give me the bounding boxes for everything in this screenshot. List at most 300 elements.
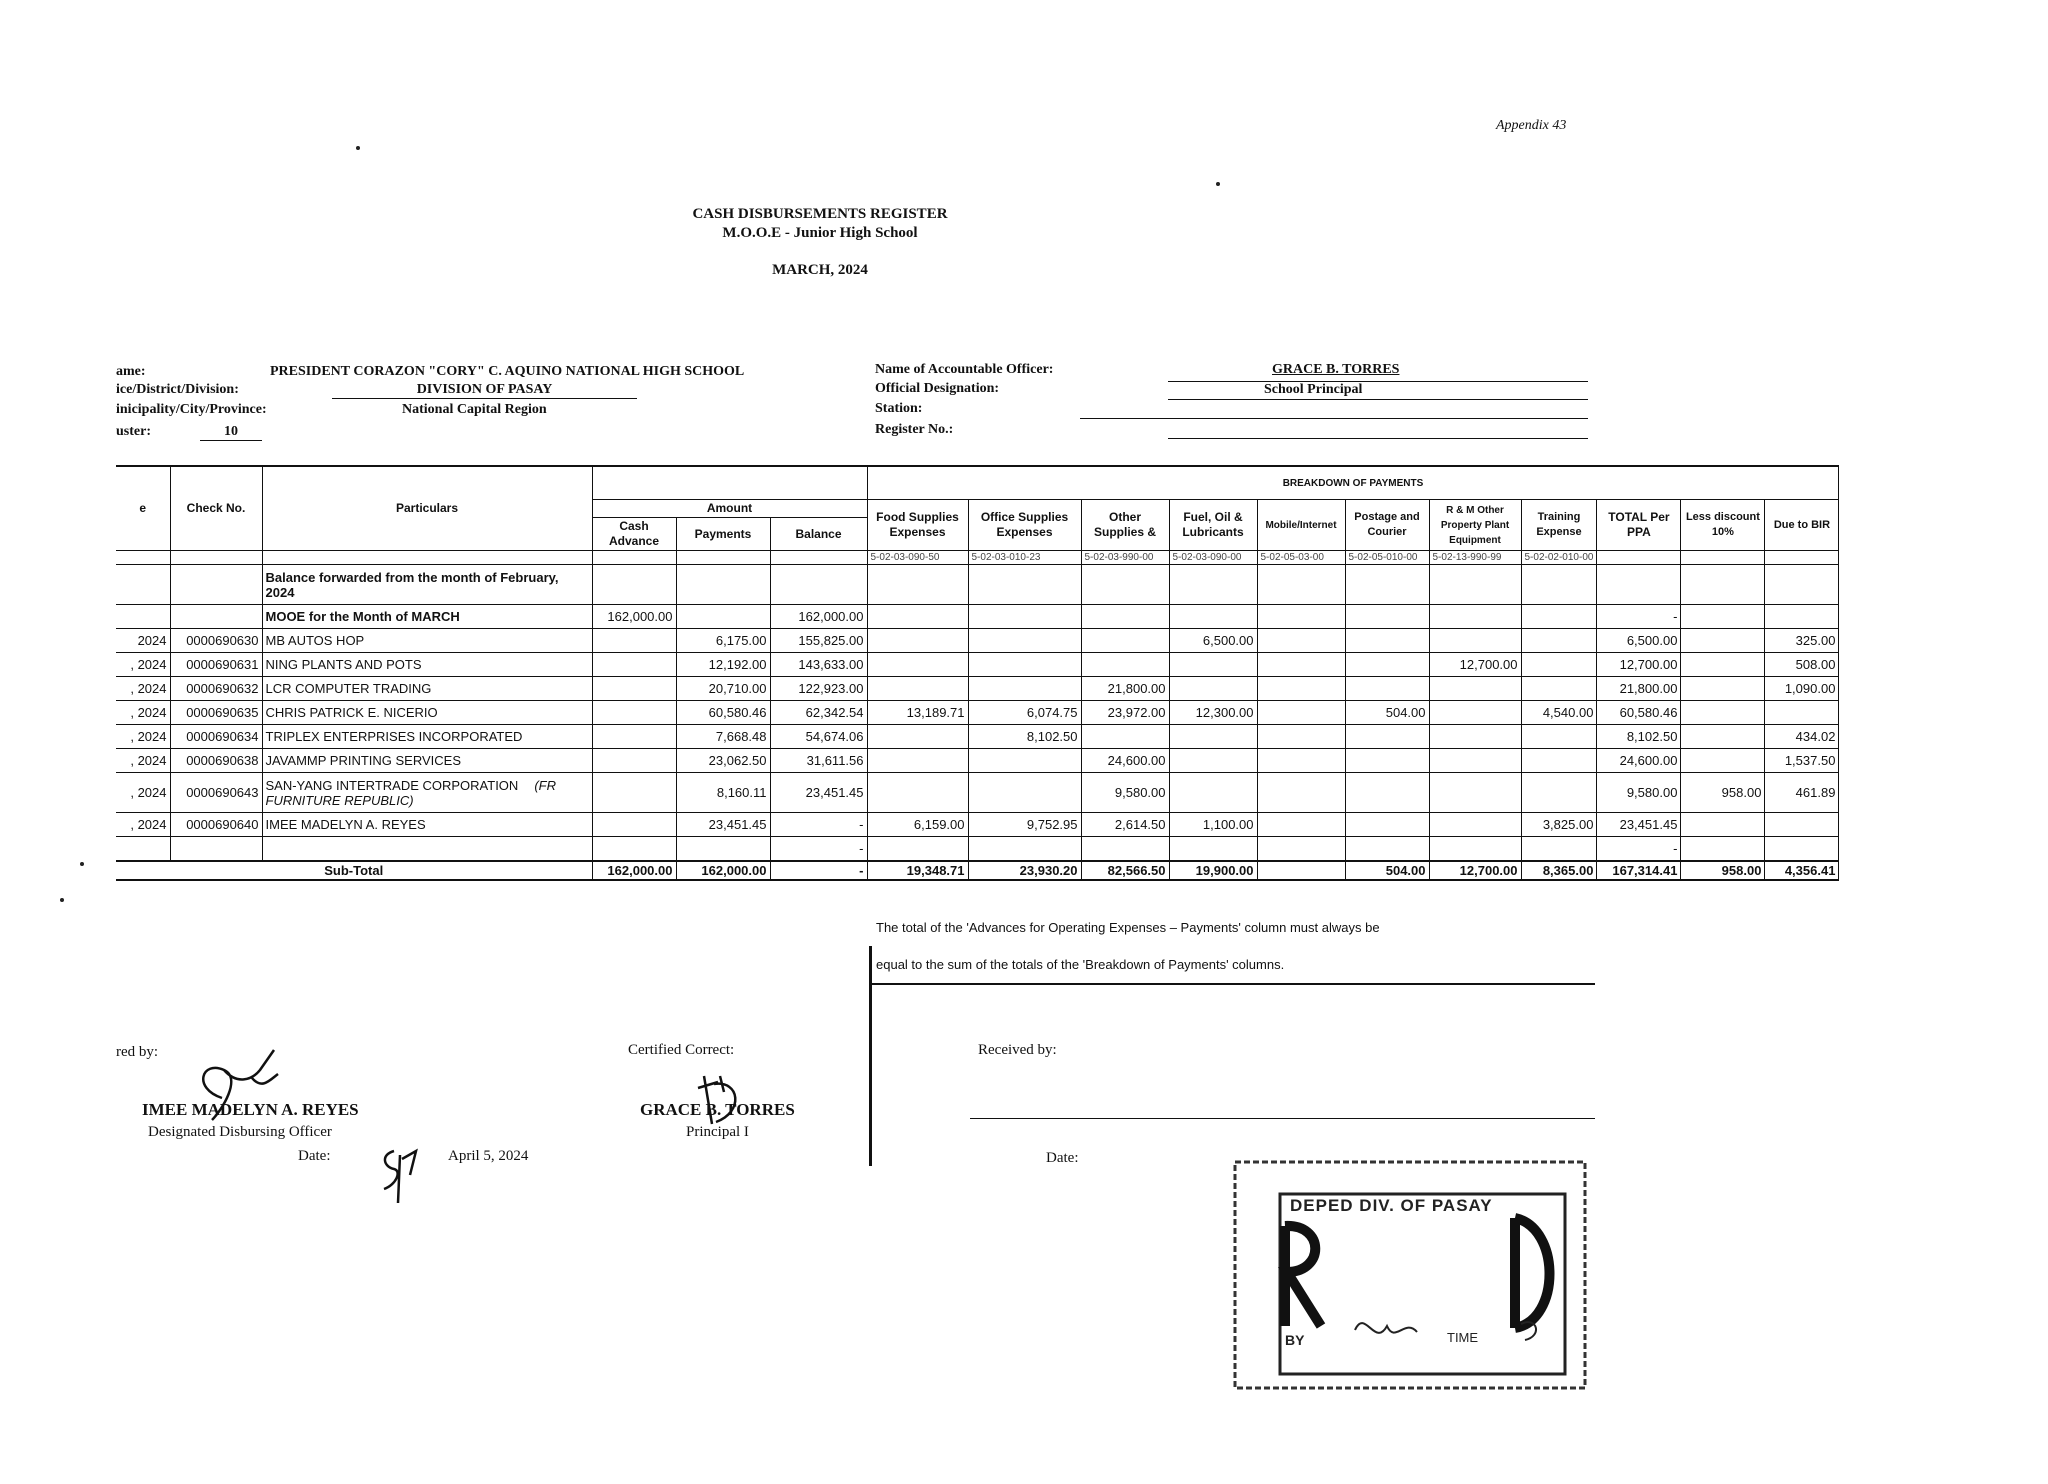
row-amount-cell — [1169, 725, 1257, 749]
row-amount-cell — [968, 565, 1081, 605]
table-row — [116, 701, 1839, 725]
row-amount-cell — [1765, 837, 1839, 861]
row-amount-cell — [1169, 773, 1257, 813]
row-amount-cell: 143,633.00 — [770, 653, 867, 677]
row-amount-cell: 12,192.00 — [676, 653, 770, 677]
account-code: 5-02-03-090-00 — [1169, 551, 1257, 565]
row-amount-cell — [1429, 677, 1521, 701]
row-particulars-text: IMEE MADELYN A. REYES — [265, 817, 426, 832]
row-particulars — [262, 565, 592, 605]
certified-title: Principal I — [686, 1124, 749, 1140]
row-amount-cell — [1345, 629, 1429, 653]
cluster-value: 10 — [200, 424, 262, 441]
subtotal-cell — [1257, 861, 1345, 880]
row-amount-cell — [1345, 837, 1429, 861]
row-particulars — [262, 629, 592, 653]
label-school-name: ame: — [116, 364, 146, 379]
row-particulars-text: CHRIS PATRICK E. NICERIO — [265, 705, 438, 720]
row-check-no: 0000690632 — [170, 677, 262, 701]
row-amount-cell: 20,710.00 — [676, 677, 770, 701]
row-amount-cell — [1521, 773, 1597, 813]
subtotal-cell: 19,348.71 — [867, 861, 968, 880]
row-amount-cell — [1429, 629, 1521, 653]
row-amount-cell — [1169, 605, 1257, 629]
row-amount-cell — [867, 773, 968, 813]
subtotal-cell: 12,700.00 — [1429, 861, 1521, 880]
row-amount-cell: 9,580.00 — [1081, 773, 1169, 813]
label-register-no: Register No.: — [875, 422, 954, 437]
col-mobile-header: Mobile/Internet — [1257, 500, 1345, 551]
row-amount-cell — [592, 701, 676, 725]
row-amount-cell — [1521, 629, 1597, 653]
row-amount-cell — [1345, 749, 1429, 773]
row-amount-cell: 23,451.45 — [770, 773, 867, 813]
row-particulars — [262, 837, 592, 861]
account-code: 5-02-05-03-00 — [1257, 551, 1345, 565]
table-row — [116, 813, 1839, 837]
col-office-header: Office Supplies Expenses — [968, 500, 1081, 551]
note-divider — [870, 983, 1595, 985]
row-amount-cell — [1681, 837, 1765, 861]
officer-name-value: GRACE B. TORRES — [1272, 362, 1400, 377]
designation-line — [1168, 399, 1588, 400]
row-check-no: 0000690643 — [170, 773, 262, 813]
received-by-line — [970, 1118, 1595, 1119]
row-amount-cell — [592, 837, 676, 861]
school-name-value: PRESIDENT CORAZON "CORY" C. AQUINO NATIONAL HIGH SCHOOL — [270, 364, 745, 379]
row-particulars-note: (FR FURNITURE REPUBLIC) — [265, 777, 556, 808]
row-amount-cell — [968, 629, 1081, 653]
row-amount-cell — [1345, 813, 1429, 837]
row-amount-cell — [676, 837, 770, 861]
row-amount-cell — [592, 653, 676, 677]
stamp-office-text: DEPED DIV. OF PASAY — [1290, 1196, 1493, 1215]
row-amount-cell — [1081, 837, 1169, 861]
row-amount-cell — [1597, 565, 1681, 605]
row-amount-cell — [1429, 749, 1521, 773]
row-amount-cell — [1521, 565, 1597, 605]
table-row — [116, 677, 1839, 701]
label-cluster: uster: — [116, 424, 151, 439]
row-amount-cell: 21,800.00 — [1081, 677, 1169, 701]
row-amount-cell: 23,062.50 — [676, 749, 770, 773]
certified-name: GRACE B. TORRES — [640, 1100, 795, 1119]
scan-speck — [356, 146, 360, 150]
row-amount-cell: 958.00 — [1681, 773, 1765, 813]
row-amount-cell — [1429, 701, 1521, 725]
row-amount-cell — [1169, 837, 1257, 861]
designation-value: School Principal — [1264, 382, 1363, 397]
row-date — [116, 837, 170, 861]
row-check-no: 0000690630 — [170, 629, 262, 653]
table-row — [116, 725, 1839, 749]
label-station: Station: — [875, 401, 923, 416]
row-amount-cell — [592, 677, 676, 701]
row-amount-cell — [1681, 653, 1765, 677]
subtotal-label: Sub-Total — [116, 861, 592, 880]
row-particulars — [262, 677, 592, 701]
row-amount-cell: - — [1597, 605, 1681, 629]
row-date: , 2024 — [116, 725, 170, 749]
row-amount-cell — [1257, 653, 1345, 677]
received-date-label: Date: — [1046, 1150, 1079, 1166]
row-amount-cell — [1257, 773, 1345, 813]
row-particulars — [262, 653, 592, 677]
officer-name-line — [1168, 381, 1588, 382]
register-no-line — [1168, 438, 1588, 439]
row-date: , 2024 — [116, 677, 170, 701]
row-date: , 2024 — [116, 653, 170, 677]
row-amount-cell: 31,611.56 — [770, 749, 867, 773]
account-code: 5-02-03-990-00 — [1081, 551, 1169, 565]
row-amount-cell: 1,100.00 — [1169, 813, 1257, 837]
row-particulars — [262, 813, 592, 837]
row-date: 2024 — [116, 629, 170, 653]
row-amount-cell — [968, 653, 1081, 677]
row-amount-cell — [1345, 605, 1429, 629]
prepared-date-label: Date: — [298, 1148, 331, 1164]
certified-correct-label: Certified Correct: — [628, 1042, 735, 1058]
row-amount-cell — [1429, 605, 1521, 629]
scan-speck — [1216, 182, 1220, 186]
row-amount-cell — [1521, 605, 1597, 629]
account-code: 5-02-02-010-00 — [1521, 551, 1597, 565]
col-check-no-header: Check No. — [170, 466, 262, 551]
col-repair-header: R & M Other Property Plant Equipment — [1429, 500, 1521, 551]
row-particulars-text: SAN-YANG INTERTRADE CORPORATION — [265, 777, 519, 793]
row-particulars — [262, 701, 592, 725]
row-check-no: 0000690631 — [170, 653, 262, 677]
subtotal-cell: 958.00 — [1681, 861, 1765, 880]
row-amount-cell: 24,600.00 — [1597, 749, 1681, 773]
row-amount-cell — [1429, 773, 1521, 813]
row-amount-cell — [1681, 725, 1765, 749]
col-discount-header: Less discount 10% — [1681, 500, 1765, 551]
row-check-no: 0000690638 — [170, 749, 262, 773]
document-title — [0, 205, 1640, 243]
col-balance-header: Balance — [770, 518, 867, 551]
prepared-date-value: April 5, 2024 — [448, 1148, 529, 1164]
subtotal-cell: 23,930.20 — [968, 861, 1081, 880]
row-check-no — [170, 605, 262, 629]
row-particulars-text: TRIPLEX ENTERPRISES INCORPORATED — [265, 729, 523, 744]
col-postage-header: Postage and Courier — [1345, 500, 1429, 551]
row-amount-cell — [1521, 837, 1597, 861]
row-particulars-text: Balance forwarded from the month of February, 2024 — [265, 569, 559, 600]
row-amount-cell — [1429, 565, 1521, 605]
row-amount-cell — [1681, 749, 1765, 773]
row-amount-cell — [1169, 749, 1257, 773]
amount-group-header: Amount — [592, 500, 867, 518]
row-amount-cell — [968, 773, 1081, 813]
row-amount-cell — [1345, 773, 1429, 813]
row-amount-cell — [867, 629, 968, 653]
row-amount-cell — [1081, 565, 1169, 605]
col-payments-header: Payments — [676, 518, 770, 551]
table-row — [116, 653, 1839, 677]
subtotal-cell: 82,566.50 — [1081, 861, 1169, 880]
row-amount-cell: 9,752.95 — [968, 813, 1081, 837]
row-date — [116, 565, 170, 605]
row-amount-cell — [770, 565, 867, 605]
row-amount-cell — [1257, 749, 1345, 773]
row-amount-cell: 13,189.71 — [867, 701, 968, 725]
row-amount-cell — [1765, 565, 1839, 605]
row-amount-cell — [1681, 629, 1765, 653]
breakdown-group-header: BREAKDOWN OF PAYMENTS — [867, 466, 1839, 500]
row-amount-cell — [1521, 749, 1597, 773]
row-amount-cell — [1681, 605, 1765, 629]
col-date-header: e — [116, 466, 170, 551]
row-amount-cell: - — [1597, 837, 1681, 861]
row-date — [116, 605, 170, 629]
row-amount-cell: 7,668.48 — [676, 725, 770, 749]
row-amount-cell — [1257, 725, 1345, 749]
row-amount-cell: 1,090.00 — [1765, 677, 1839, 701]
row-amount-cell: - — [770, 837, 867, 861]
row-amount-cell — [1081, 653, 1169, 677]
row-amount-cell — [1521, 725, 1597, 749]
row-amount-cell: 162,000.00 — [592, 605, 676, 629]
row-amount-cell: 155,825.00 — [770, 629, 867, 653]
row-particulars-text: JAVAMMP PRINTING SERVICES — [265, 753, 462, 768]
row-date: , 2024 — [116, 773, 170, 813]
row-amount-cell — [1169, 653, 1257, 677]
row-amount-cell — [867, 653, 968, 677]
title-line-2: M.O.O.E - Junior High School — [722, 225, 918, 241]
col-food-header: Food Supplies Expenses — [867, 500, 968, 551]
row-amount-cell — [1345, 677, 1429, 701]
row-check-no: 0000690635 — [170, 701, 262, 725]
row-amount-cell — [968, 605, 1081, 629]
col-cash-advance-header: Cash Advance — [592, 518, 676, 551]
row-amount-cell — [1257, 837, 1345, 861]
table-row — [116, 565, 1839, 605]
row-amount-cell — [1681, 677, 1765, 701]
row-amount-cell: 23,451.45 — [676, 813, 770, 837]
row-amount-cell — [867, 605, 968, 629]
row-amount-cell: 9,580.00 — [1597, 773, 1681, 813]
row-date: , 2024 — [116, 749, 170, 773]
row-amount-cell: 12,300.00 — [1169, 701, 1257, 725]
title-line-1: CASH DISBURSEMENTS REGISTER — [692, 206, 948, 222]
row-amount-cell — [1429, 837, 1521, 861]
row-amount-cell: 325.00 — [1765, 629, 1839, 653]
row-amount-cell — [1257, 813, 1345, 837]
row-particulars — [262, 749, 592, 773]
subtotal-cell: 19,900.00 — [1169, 861, 1257, 880]
station-line — [1080, 418, 1588, 419]
row-amount-cell — [1429, 813, 1521, 837]
prepared-by-name: IMEE MADELYN A. REYES — [142, 1100, 359, 1119]
row-check-no — [170, 565, 262, 605]
label-region: inicipality/City/Province: — [116, 402, 267, 417]
register-rows — [116, 565, 1839, 861]
row-amount-cell: 6,500.00 — [1597, 629, 1681, 653]
account-code: 5-02-03-090-50 — [867, 551, 968, 565]
row-amount-cell — [592, 749, 676, 773]
cash-disbursements-table — [116, 465, 1839, 881]
label-accountable-officer: Name of Accountable Officer: — [875, 362, 1054, 377]
row-amount-cell: 3,825.00 — [1521, 813, 1597, 837]
row-particulars-text: MB AUTOS HOP — [265, 633, 365, 648]
row-amount-cell — [1169, 677, 1257, 701]
row-amount-cell: 12,700.00 — [1429, 653, 1521, 677]
row-amount-cell: 6,074.75 — [968, 701, 1081, 725]
received-vertical-rule — [869, 946, 872, 1166]
row-amount-cell — [1081, 725, 1169, 749]
row-amount-cell: 60,580.46 — [1597, 701, 1681, 725]
row-amount-cell — [1257, 565, 1345, 605]
col-fuel-header: Fuel, Oil & Lubricants — [1169, 500, 1257, 551]
prepared-by-title: Designated Disbursing Officer — [148, 1124, 332, 1140]
row-particulars — [262, 605, 592, 629]
row-amount-cell — [592, 773, 676, 813]
scan-speck — [80, 862, 84, 866]
prepared-by-label: red by: — [116, 1044, 159, 1060]
row-amount-cell — [968, 749, 1081, 773]
row-particulars — [262, 773, 592, 813]
row-amount-cell: 6,500.00 — [1169, 629, 1257, 653]
row-amount-cell: 21,800.00 — [1597, 677, 1681, 701]
col-other-header: Other Supplies & — [1081, 500, 1169, 551]
amount-group-spacer — [592, 466, 867, 500]
row-amount-cell — [867, 725, 968, 749]
row-amount-cell — [968, 677, 1081, 701]
row-amount-cell — [1345, 725, 1429, 749]
scan-speck — [60, 898, 64, 902]
subtotal-cell: - — [770, 861, 867, 880]
stamp-frame — [1225, 1148, 1595, 1400]
row-amount-cell — [1429, 725, 1521, 749]
row-amount-cell — [867, 837, 968, 861]
row-amount-cell — [676, 565, 770, 605]
row-amount-cell — [1345, 653, 1429, 677]
row-amount-cell: 23,451.45 — [1597, 813, 1681, 837]
row-amount-cell: 2,614.50 — [1081, 813, 1169, 837]
subtotal-cell: 8,365.00 — [1521, 861, 1597, 880]
row-amount-cell — [1521, 677, 1597, 701]
row-amount-cell: 461.89 — [1765, 773, 1839, 813]
received-by-label: Received by: — [978, 1042, 1057, 1058]
row-amount-cell — [867, 677, 968, 701]
row-amount-cell: - — [770, 813, 867, 837]
row-amount-cell — [1681, 701, 1765, 725]
account-code: 5-02-03-010-23 — [968, 551, 1081, 565]
col-total-ppa-header: TOTAL Per PPA — [1597, 500, 1681, 551]
row-amount-cell — [1681, 813, 1765, 837]
row-amount-cell — [592, 725, 676, 749]
col-bir-header: Due to BIR — [1765, 500, 1839, 551]
row-amount-cell: 24,600.00 — [1081, 749, 1169, 773]
row-amount-cell — [1081, 629, 1169, 653]
row-amount-cell: 8,160.11 — [676, 773, 770, 813]
subtotal-cell: 504.00 — [1345, 861, 1429, 880]
row-amount-cell: 54,674.06 — [770, 725, 867, 749]
row-particulars — [262, 725, 592, 749]
label-division: ice/District/Division: — [116, 382, 239, 397]
row-amount-cell: 4,540.00 — [1521, 701, 1597, 725]
row-amount-cell — [1257, 677, 1345, 701]
row-amount-cell — [968, 837, 1081, 861]
stamp-by-label: BY — [1285, 1332, 1305, 1348]
subtotal-cell: 167,314.41 — [1597, 861, 1681, 880]
table-row — [116, 837, 1839, 861]
row-amount-cell — [1681, 565, 1765, 605]
row-amount-cell: 162,000.00 — [770, 605, 867, 629]
row-amount-cell — [867, 749, 968, 773]
subtotal-cell: 162,000.00 — [592, 861, 676, 880]
row-date: , 2024 — [116, 701, 170, 725]
row-check-no: 0000690634 — [170, 725, 262, 749]
row-amount-cell: 434.02 — [1765, 725, 1839, 749]
row-amount-cell — [592, 629, 676, 653]
table-row — [116, 773, 1839, 813]
row-amount-cell: 62,342.54 — [770, 701, 867, 725]
row-check-no — [170, 837, 262, 861]
row-amount-cell: 8,102.50 — [1597, 725, 1681, 749]
row-particulars-text: LCR COMPUTER TRADING — [265, 681, 432, 696]
row-amount-cell — [1765, 813, 1839, 837]
subtotal-cell: 162,000.00 — [676, 861, 770, 880]
period-title: MARCH, 2024 — [772, 262, 868, 278]
row-amount-cell: 23,972.00 — [1081, 701, 1169, 725]
row-amount-cell — [1169, 565, 1257, 605]
row-particulars-text: MOOE for the Month of MARCH — [265, 609, 460, 624]
note-line-2: equal to the sum of the totals of the 'Breakdown of Payments' columns. — [876, 957, 1285, 972]
row-amount-cell: 1,537.50 — [1765, 749, 1839, 773]
row-amount-cell — [1345, 565, 1429, 605]
row-particulars-text: NING PLANTS AND POTS — [265, 657, 422, 672]
row-amount-cell: 122,923.00 — [770, 677, 867, 701]
row-amount-cell — [1765, 605, 1839, 629]
table-row — [116, 605, 1839, 629]
account-code: 5-02-05-010-00 — [1345, 551, 1429, 565]
date-initials-mark — [376, 1145, 424, 1205]
subtotal-cell: 4,356.41 — [1765, 861, 1839, 880]
row-amount-cell: 508.00 — [1765, 653, 1839, 677]
row-amount-cell: 6,159.00 — [867, 813, 968, 837]
row-amount-cell: 6,175.00 — [676, 629, 770, 653]
row-amount-cell: 60,580.46 — [676, 701, 770, 725]
table-row — [116, 629, 1839, 653]
appendix-label: Appendix 43 — [1496, 118, 1567, 133]
stamp-time-label: TIME — [1447, 1330, 1479, 1345]
row-amount-cell — [1081, 605, 1169, 629]
row-amount-cell — [1257, 605, 1345, 629]
division-value: DIVISION OF PASAY — [332, 382, 637, 399]
received-stamp — [1225, 1148, 1595, 1400]
row-amount-cell: 12,700.00 — [1597, 653, 1681, 677]
row-check-no: 0000690640 — [170, 813, 262, 837]
region-value: National Capital Region — [402, 402, 547, 417]
col-particulars-header: Particulars — [262, 466, 592, 551]
row-amount-cell: 504.00 — [1345, 701, 1429, 725]
account-code-row — [116, 551, 1839, 565]
row-amount-cell — [676, 605, 770, 629]
row-amount-cell — [1521, 653, 1597, 677]
table-row — [116, 749, 1839, 773]
row-date: , 2024 — [116, 813, 170, 837]
row-amount-cell — [1765, 701, 1839, 725]
col-training-header: Training Expense — [1521, 500, 1597, 551]
header-row-1 — [116, 466, 1839, 500]
row-amount-cell — [592, 565, 676, 605]
row-amount-cell — [1257, 629, 1345, 653]
subtotal-row — [116, 861, 1839, 880]
note-line-1: The total of the 'Advances for Operating Expenses – Payments' column must always be — [876, 920, 1380, 935]
row-amount-cell — [867, 565, 968, 605]
